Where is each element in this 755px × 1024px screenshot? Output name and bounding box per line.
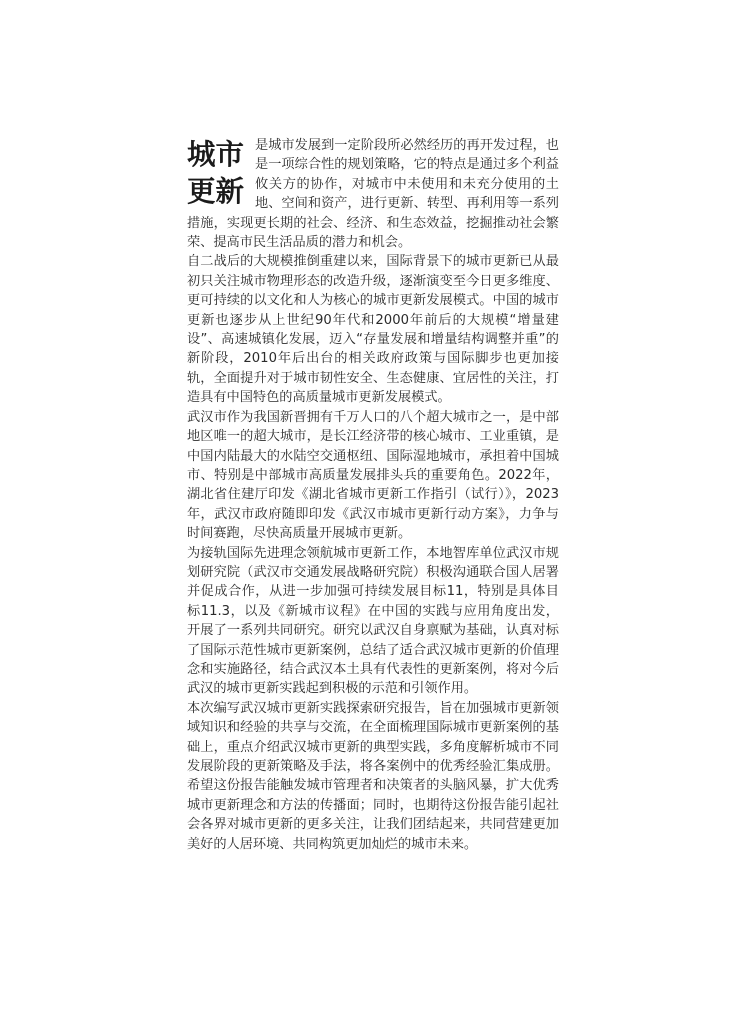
- section-title: [187, 136, 249, 210]
- article-body: [187, 136, 559, 854]
- paragraph-4: 为接轨国际先进理念领航城市更新工作，本地智库单位武汉市规划研究院（武汉市交通发展战略研究院）积极沟通联合国人居署并促成合作，从进一步加强可持续发展目标11，特别是具体目标11.3，以及《新城市议程》在中国的实践与应用角度出发，开展了一系列共同研究。研究以武汉自身禀赋为基础，认真对标了国际示范性城市更新案例，总结了适合武汉城市更新的价值理念和实施路径，结合武汉本土具有代表性的更新案例，将对今后武汉的城市更新实践起到积极的示范和引领作用。: [187, 545, 559, 697]
- section-title-line-1: 城市: [187, 138, 245, 171]
- paragraph-2: 自二战后的大规模推倒重建以来，国际背景下的城市更新已从最初只关注城市物理形态的改造升级，逐渐演变至今日更多维度、更可持续的以文化和人为核心的城市更新发展模式。中国的城市更新也逐步从上世纪90年代和2000年前后的大规模“增量建设”、高速城镇化发展，迈入“存量发展和增量结构调整并重”的新阶段，2010年后出台的相关政府政策与国际脚步也更加接轨，全面提升对于城市韧性安全、生态健康、宜居性的关注，打造具有中国特色的高质量城市更新发展模式。: [187, 254, 559, 406]
- paragraph-5: 本次编写武汉城市更新实践探索研究报告，旨在加强城市更新领域知识和经验的共享与交流，在全面梳理国际城市更新案例的基础上，重点介绍武汉城市更新的典型实践，多角度解析城市不同发展阶段的更新策略及手法，将各案例中的优秀经验汇集成册。希望这份报告能触发城市管理者和决策者的头脑风暴，扩大优秀城市更新理念和方法的传播面；同时，也期待这份报告能引起社会各界对城市更新的更多关注，让我们团结起来，共同营建更加美好的人居环境、共同构筑更加灿烂的城市未来。: [187, 700, 559, 852]
- paragraph-3: 武汉市作为我国新晋拥有千万人口的八个超大城市之一，是中部地区唯一的超大城市，是长江经济带的核心城市、工业重镇，是中国内陆最大的水陆空交通枢纽、国际湿地城市，承担着中国城市、特别是中部城市高质量发展排头兵的重要角色。2022年，湖北省住建厅印发《湖北省城市更新工作指引（试行）》，2023年，武汉市政府随即印发《武汉市城市更新行动方案》，力争与时间赛跑，尽快高质量开展城市更新。: [187, 409, 559, 542]
- section-title-line-2: 更新: [187, 175, 245, 208]
- paragraph-1: 是城市发展到一定阶段所必然经历的再开发过程，也是一项综合性的规划策略，它的特点是通过多个利益攸关方的协作，对城市中未使用和未充分使用的土地、空间和资产，进行更新、转型、再利用等一系列措施，实现更长期的社会、经济、和生态效益，挖掘推动社会繁荣、提高市民生活品质的潜力和机会。: [187, 138, 559, 251]
